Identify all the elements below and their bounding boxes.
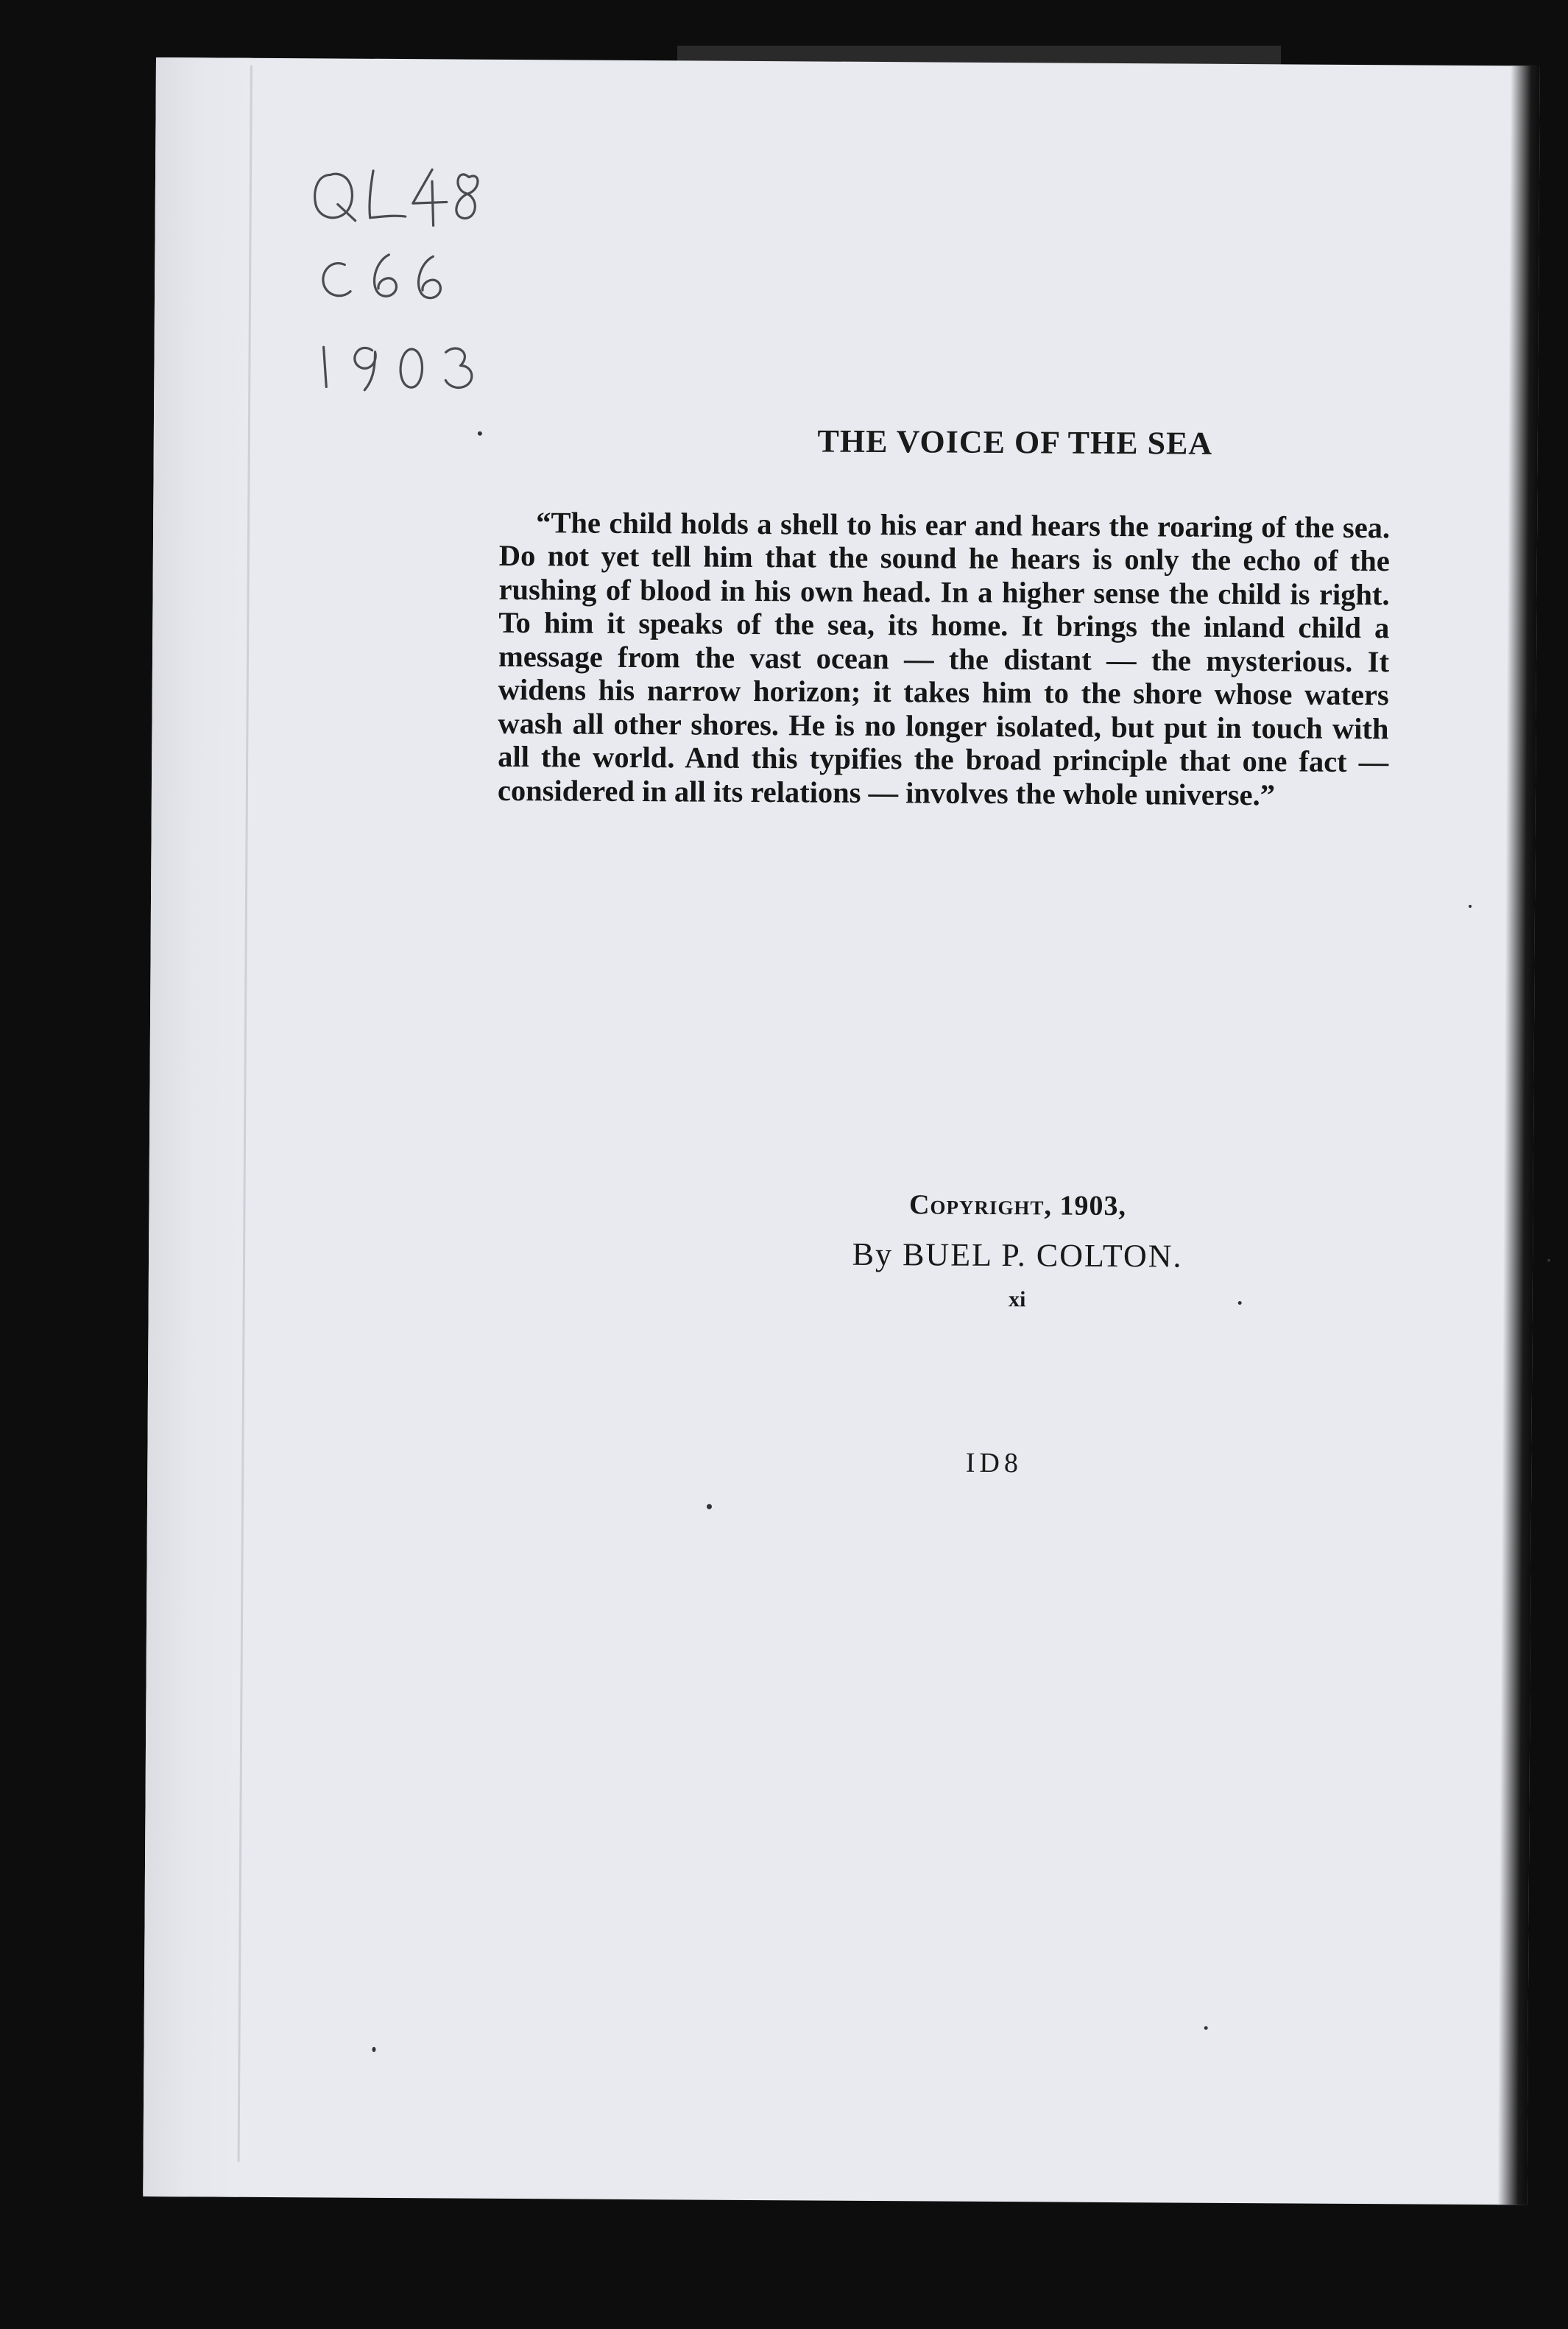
- dust-speck: [1238, 1301, 1242, 1305]
- page-number: xi: [1008, 1287, 1026, 1312]
- dust-speck: [1204, 2026, 1208, 2030]
- dust-speck: [707, 1504, 712, 1509]
- copyright-holder: By BUEL P. COLTON.: [852, 1236, 1183, 1275]
- page-title: THE VOICE OF THE SEA: [817, 423, 1213, 462]
- dust-speck: [478, 431, 482, 436]
- copyright-block: [723, 1188, 1313, 1314]
- dust-speck: [1547, 1259, 1550, 1262]
- handwritten-call-number: [301, 117, 523, 413]
- dust-speck: [1469, 905, 1472, 908]
- handwritten-call-number-drawing: [301, 117, 523, 413]
- dust-speck: [372, 2047, 375, 2052]
- stamp-code: ID8: [965, 1447, 1023, 1479]
- binding-gutter: [143, 57, 252, 2197]
- document-page: [143, 57, 1540, 2205]
- epigraph-quote: “The child holds a shell to his ear and hears the roaring of the sea. Do not yet tell him that the sound he hears is only the echo of the rushing of blood in his own head. In a higher sense the child is right. To him it speaks of the sea, its home. It brings the inland child a message from the vast ocean — the distant — the mysterious. It widens his narrow horizon; it takes him to the shore whose waters wash all other shores. He is no longer isolated, but put in touch with all the world. And this typifies the broad principle that one fact — considered in all its relations — involves the whole universe.”: [497, 505, 1391, 811]
- copyright-year: Copyright, 1903,: [908, 1189, 1127, 1222]
